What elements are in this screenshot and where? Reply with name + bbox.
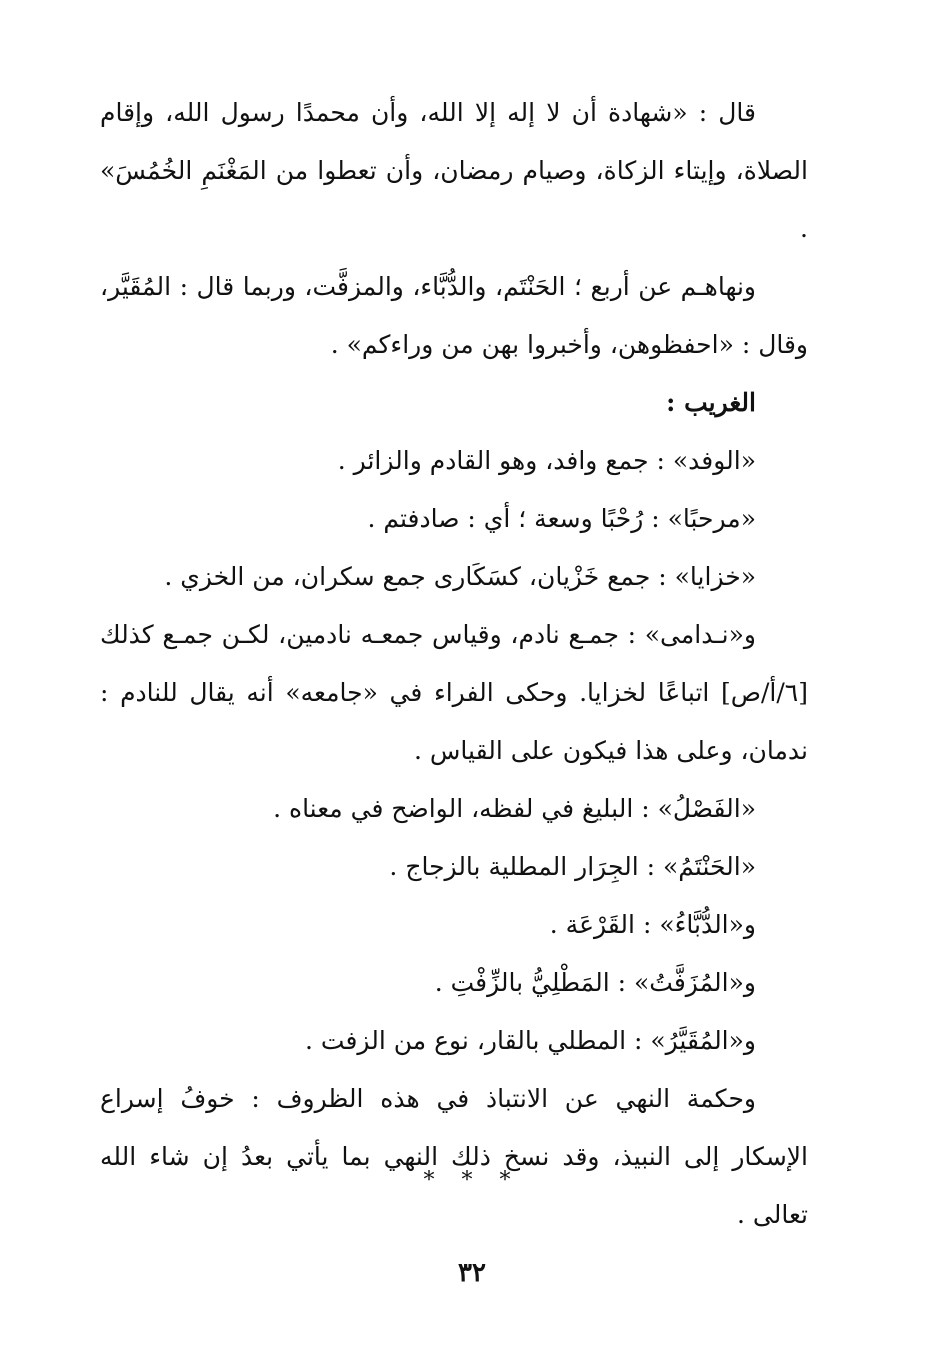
paragraph-wisdom: وحكمة النهي عن الانتباذ في هذه الظروف : خوفُ إسراع الإسكار إلى النبيذ، وقد نسخ ذلك النهي بما يأتي بعدُ إن شاء الله تعالى . <box>100 1084 808 1229</box>
paragraph-prohibition: ونهاهـم عن أربع ؛ الحَنْتَم، والدُّبَّاء، والمزفَّت، وربما قال : المُقَيَّر، وقال : «احفظوهن، وأخبروا بهن من وراءكم» . <box>100 272 808 359</box>
page-body <box>100 84 808 1244</box>
gloss-entry-marhaban: «مرحبًا» : رُحْبًا وسعة ؛ أي : صادفتم . <box>367 504 756 533</box>
gloss-entry-dubba: و«الدُّبَّاءُ» : القَرْعَة . <box>549 910 756 939</box>
page-number: ٣٢ <box>458 1258 486 1288</box>
gloss-entry-fasl: «الفَصْلُ» : البليغ في لفظه، الواضح في معناه . <box>273 794 756 823</box>
paragraph-hadith: قال : «شهادة أن لا إله إلا الله، وأن محمدًا رسول الله، وإقام الصلاة، وإيتاء الزكاة، وصيام رمضان، وأن تعطوا من المَغْنَمِ الخُمُسَ» . <box>100 98 808 243</box>
section-heading-gharib: الغريب : <box>666 388 756 417</box>
gloss-entry-muzaffat: و«المُزَفَّتُ» : المَطْلِيُّ بالزِّفْتِ . <box>434 968 756 997</box>
gloss-entry-wafd: «الوفد» : جمع وافد، وهو القادم والزائر . <box>337 446 756 475</box>
gloss-entry-muqayyar: و«المُقَيَّرُ» : المطلي بالقار، نوع من الزفت . <box>305 1026 756 1055</box>
gloss-entry-nadama: و«نـدامى» : جمـع نادم، وقياس جمعـه نادمين، لكـن جمـع كذلك [٦/أ/ص] اتباعًا لخزايا. وحكى الفراء في «جامعه» أنه يقال للنادم : ندمان، وعلى هذا فيكون على القياس . <box>100 620 808 765</box>
section-separator: * * * <box>423 1168 521 1193</box>
gloss-entry-hantam: «الحَنْتَمُ» : الجِرَار المطلية بالزجاج . <box>389 852 756 881</box>
gloss-entry-khazaya: «خزايا» : جمع خَزْيان، كسَكَارى جمع سكران، من الخزي . <box>164 562 756 591</box>
